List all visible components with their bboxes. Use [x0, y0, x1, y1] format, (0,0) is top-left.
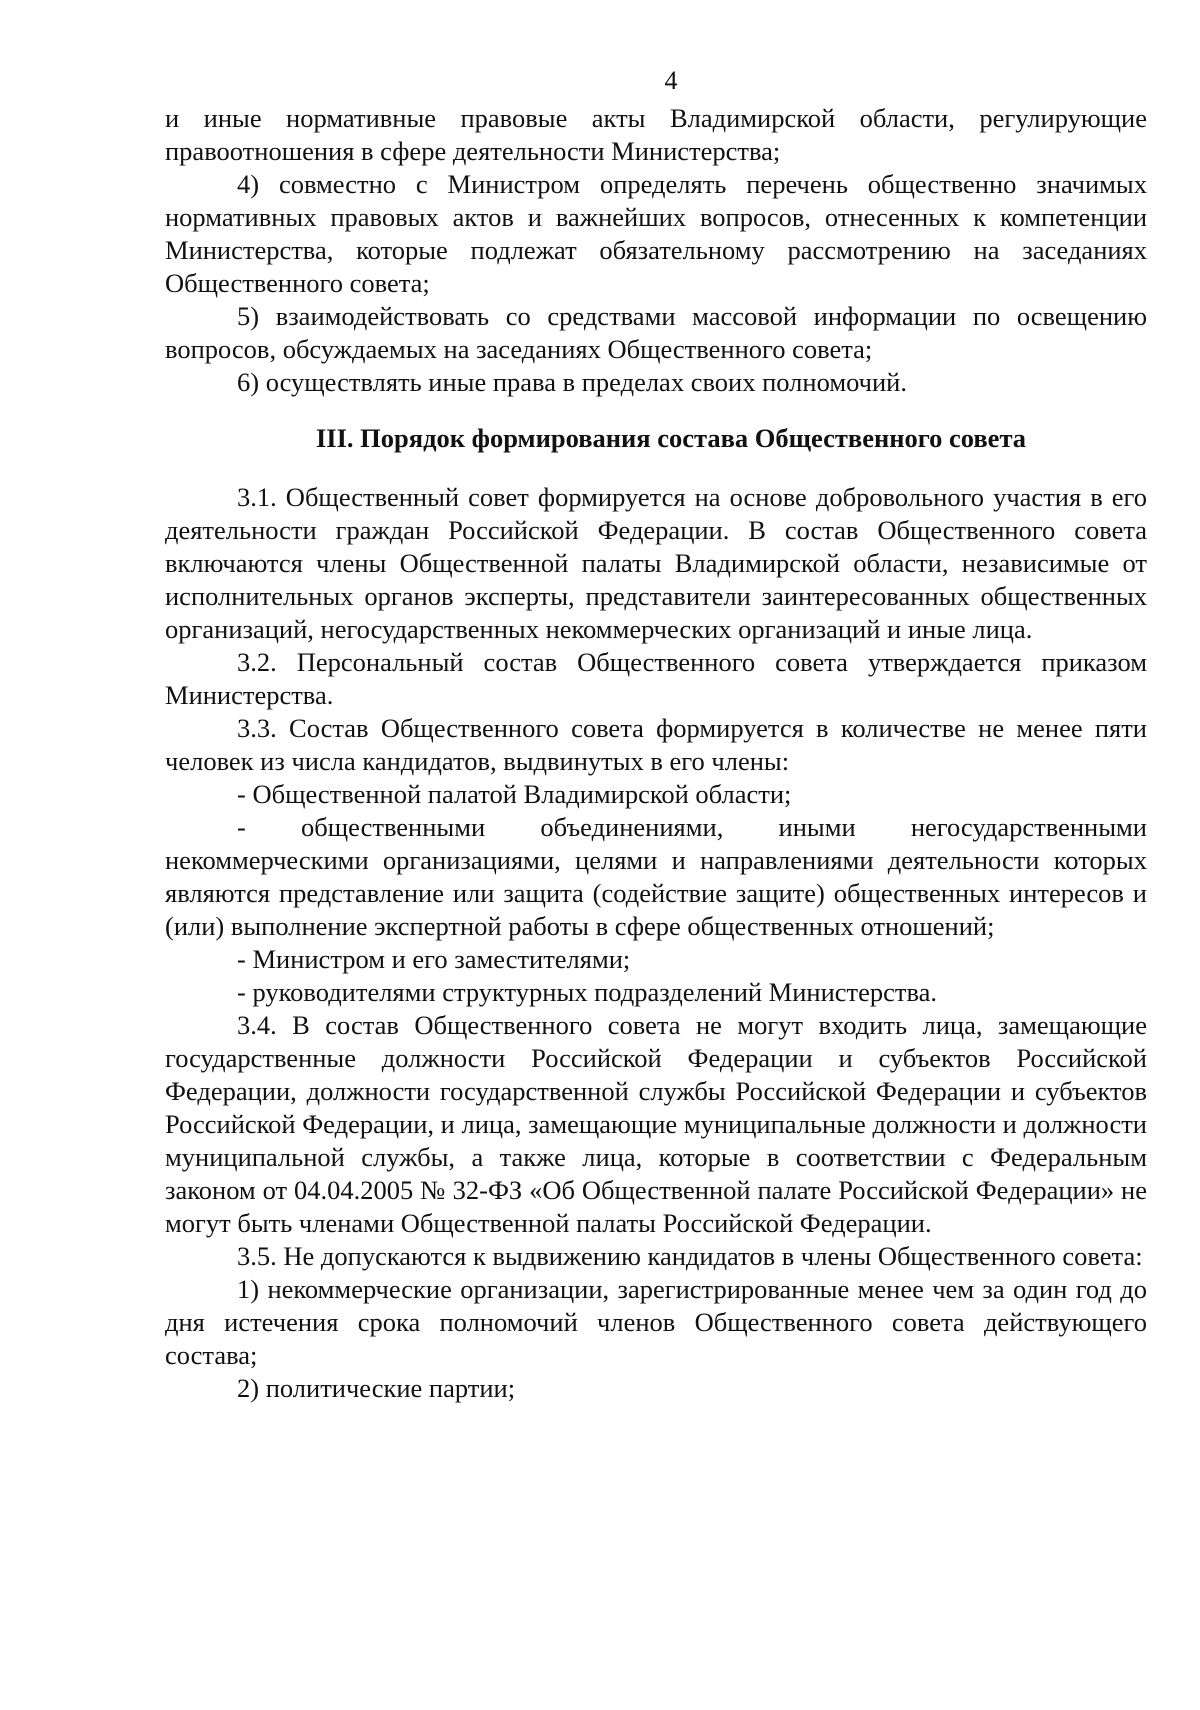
page-number: 4 — [664, 66, 678, 95]
paragraph-block-formation — [165, 481, 1147, 1405]
paragraph: 3.5. Не допускаются к выдвижению кандидатов в члены Общественного совета: — [237, 1241, 1143, 1271]
paragraph: 4) совместно с Министром определять перечень общественно значимых нормативных правовых актов и важнейших вопросов, отнесенных к компетенции Министерства, которые подлежат обязательному рассмотрению на заседаниях Общественного совета; — [165, 169, 1147, 298]
paragraph: и иные нормативные правовые акты Владимирской области, регулирующие правоотношения в сфере деятельности Министерства; — [165, 103, 1147, 166]
section-heading: III. Порядок формирования состава Общественного совета — [315, 423, 1027, 453]
paragraph: 5) взаимодействовать со средствами массовой информации по освещению вопросов, обсуждаемых на заседаниях Общественного совета; — [165, 301, 1147, 364]
paragraph-block-rights — [165, 102, 1147, 399]
document-page — [165, 60, 1147, 1405]
paragraph: 1) некоммерческие организации, зарегистрированные менее чем за один год до дня истечения срока полномочий членов Общественного совета действующего состава; — [165, 1274, 1147, 1370]
spacer — [165, 399, 1147, 422]
paragraph: - Министром и его заместителями; — [237, 944, 631, 974]
paragraph: 3.3. Состав Общественного совета формируется в количестве не менее пяти человек из числа кандидатов, выдвинутых в его члены: — [165, 713, 1147, 776]
paragraph: - общественными объединениями, иными негосударственными некоммерческими организациями, целями и направлениями деятельности которых являются представление или защита (содействие защите) общественных интересов и (или) выполнение экспертной работы в сфере общественных отношений; — [165, 812, 1147, 941]
paragraph: - Общественной палатой Владимирской области; — [237, 779, 792, 809]
paragraph: 3.2. Персональный состав Общественного совета утверждается приказом Министерства. — [165, 647, 1147, 710]
paragraph: 3.1. Общественный совет формируется на основе добровольного участия в его деятельности граждан Российской Федерации. В состав Общественного совета включаются члены Общественной палаты Владимирской области, независимые от исполнительных органов эксперты, представители заинтересованных общественных организаций, негосударственных некоммерческих организаций и иные лица. — [165, 482, 1147, 644]
paragraph: 6) осуществлять иные права в пределах своих полномочий. — [237, 367, 907, 397]
spacer — [165, 455, 1147, 481]
paragraph: 2) политические партии; — [237, 1373, 516, 1403]
paragraph: - руководителями структурных подразделений Министерства. — [237, 977, 938, 1007]
paragraph: 3.4. В состав Общественного совета не могут входить лица, замещающие государственные должности Российской Федерации и субъектов Российской Федерации, должности государственной службы Российской Федерации и субъектов Российской Федерации, и лица, замещающие муниципальные должности и должности муниципальной службы, а также лица, которые в соответствии с Федеральным законом от 04.04.2005 № 32-ФЗ «Об Общественной палате Российской Федерации» не могут быть членами Общественной палаты Российской Федерации. — [165, 1010, 1147, 1238]
